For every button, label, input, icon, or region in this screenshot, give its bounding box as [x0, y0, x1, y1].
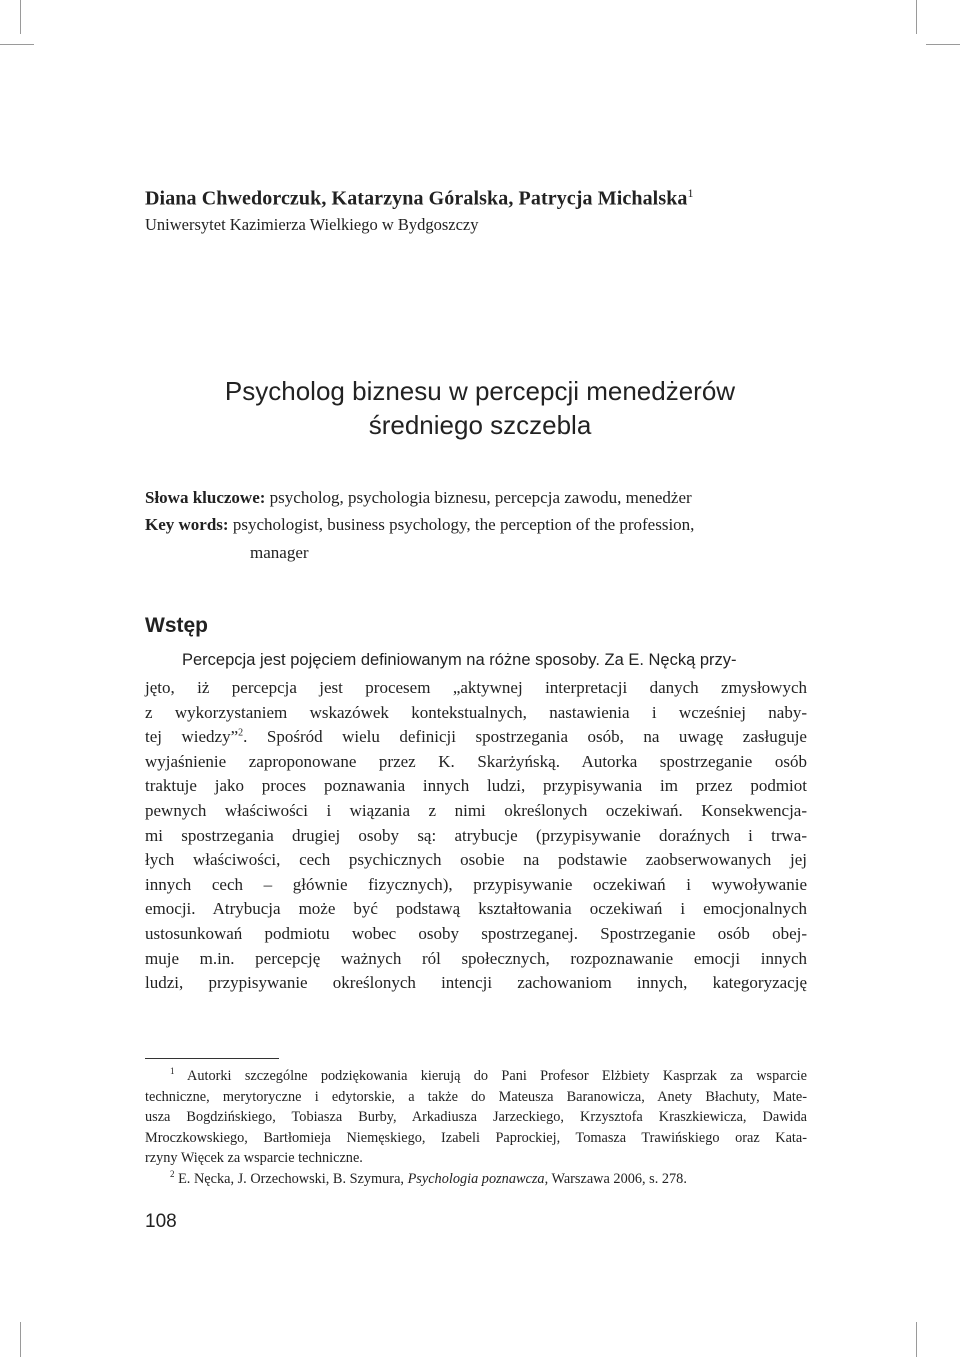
- footnote-separator: [145, 1058, 279, 1059]
- footnote-1-text: Autorki szczególne podziękowania kierują do Pani Profesor Elżbiety Kasprzak za wsparcie: [187, 1068, 807, 1084]
- paragraph-line: emocji. Atrybucja może być podstawą kształtowania oczekiwań i emocjonalnych: [145, 899, 807, 919]
- crop-mark: [0, 44, 34, 45]
- footnote-1-line: rzyny Więcek za wsparcie techniczne.: [145, 1150, 363, 1166]
- footnote-2-book-title: Psychologia poznawcza: [407, 1170, 545, 1187]
- paragraph-line: jęto, iż percepcja jest procesem „aktywnej interpretacji danych zmysłowych: [145, 678, 807, 697]
- title-line-2: średniego szczebla: [368, 410, 592, 440]
- crop-mark: [20, 0, 21, 34]
- paragraph-line: mi spostrzegania drugiej osoby są: atrybucje (przypisywanie doraźnych i trwa-: [145, 825, 807, 845]
- paragraph-line: z wykorzystaniem wskazówek kontekstualnych, nastawienia i wcześniej naby-: [145, 702, 807, 722]
- paragraph-line: muje m.in. percepcję ważnych ról społecznych, rozpoznawanie emocji innych: [145, 948, 807, 968]
- keywords-en-text: psychologist, business psychology, the perception of the profession,: [232, 515, 695, 534]
- title-line-1: Psycholog biznesu w percepcji menedżerów: [224, 376, 736, 406]
- paragraph-line: wyjaśnienie zaproponowane przez K. Skarżyńską. Autorka spostrzeganie osób: [145, 751, 807, 771]
- footnote-ref-2: 2: [238, 727, 244, 739]
- crop-mark: [20, 1322, 21, 1357]
- paragraph-line: traktuje jako proces poznawania innych ludzi, przypisywania im przez podmiot: [145, 776, 807, 796]
- keywords-en-continued: manager: [250, 543, 309, 562]
- footnote-1-number: 1: [170, 1066, 175, 1077]
- crop-mark: [916, 1322, 917, 1357]
- footnote-2: [145, 1169, 807, 1190]
- footnote-1-line: [145, 1066, 807, 1087]
- page-number: 108: [145, 1211, 177, 1232]
- article-title: [0, 374, 960, 442]
- footnote-1-line: usza Bogdzińskiego, Tobiasza Burby, Arkadiusza Jarzeckiego, Krzysztofa Kraszkiewicza, Dawida: [145, 1109, 807, 1125]
- authors-footnote-ref: 1: [687, 186, 694, 200]
- quote-end: tej wiedzy”: [145, 727, 239, 747]
- section-heading: Wstęp: [145, 614, 208, 637]
- authors-names: Diana Chwedorczuk, Katarzyna Góralska, Patrycja Michalska: [145, 187, 688, 210]
- quote-continuation: . Spośród wielu definicji spostrzegania osób, na uwagę zasługuje: [243, 727, 807, 747]
- paragraph-line: ludzi, przypisywanie określonych intencji zachowaniom innych, kategoryzację: [145, 973, 807, 993]
- keywords-pl-label: Słowa kluczowe:: [145, 488, 266, 507]
- footnotes: [145, 1066, 807, 1189]
- keywords-en: [145, 515, 817, 535]
- paragraph-line: łych właściwości, cech psychicznych osobie na podstawie zaobserwowanych jej: [145, 850, 807, 870]
- crop-mark: [926, 44, 960, 45]
- paragraph-body: [145, 676, 807, 996]
- authors: [145, 186, 694, 211]
- affiliation: Uniwersytet Kazimierza Wielkiego w Bydgoszczy: [145, 215, 479, 234]
- footnote-2-authors: E. Nęcka, J. Orzechowski, B. Szymura,: [178, 1170, 408, 1187]
- paragraph-first-line: Percepcja jest pojęciem definiowanym na różne sposoby. Za E. Nęcką przy-: [182, 651, 737, 669]
- footnote-1-line: techniczne, merytoryczne i edytorskie, a także do Mateusza Baranowicza, Anety Błachuty, Mate-: [145, 1088, 807, 1105]
- paragraph-line: pewnych właściwości i wiązania z nimi określonych oczekiwań. Konsekwencja-: [145, 800, 807, 820]
- keywords-pl: [145, 488, 817, 508]
- paragraph-line: ustosunkowań podmiotu wobec osoby spostrzeganej. Spostrzeganie osób obej-: [145, 923, 807, 943]
- paragraph-line: [145, 725, 807, 750]
- keywords-en-label: Key words:: [145, 515, 229, 534]
- keywords-pl-text: psycholog, psychologia biznesu, percepcja zawodu, menedżer: [269, 488, 692, 507]
- footnote-1-line: Mroczkowskiego, Bartłomieja Niemęskiego, Izabeli Paprockiej, Tomasza Trawińskiego oraz Kata-: [145, 1129, 807, 1146]
- footnote-2-publication: , Warszawa 2006, s. 278.: [544, 1170, 687, 1187]
- crop-mark: [916, 0, 917, 34]
- footnote-2-number: 2: [170, 1168, 175, 1179]
- paragraph-line: innych cech – głównie fizycznych), przypisywanie oczekiwań i wywoływanie: [145, 874, 807, 894]
